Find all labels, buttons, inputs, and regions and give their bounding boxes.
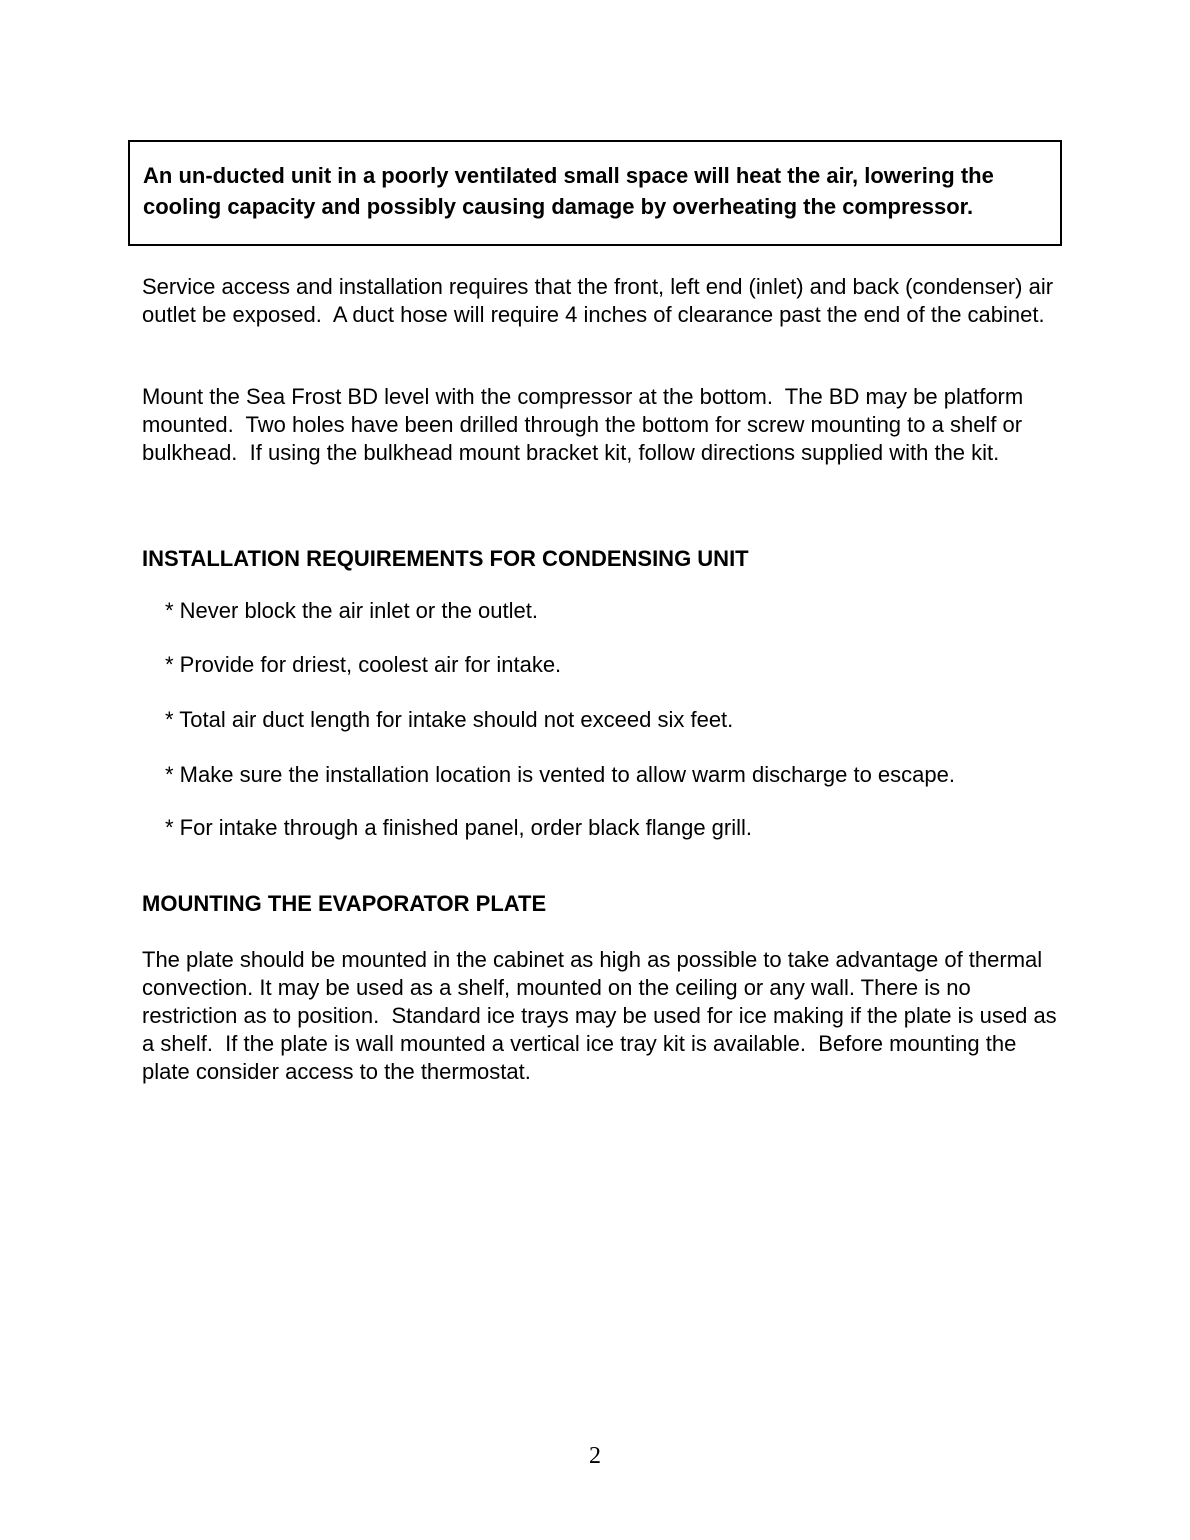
bullet-driest-coolest-air: * Provide for driest, coolest air for intake. [165, 652, 562, 677]
bullet-flange-grill: * For intake through a finished panel, order black flange grill. [165, 815, 753, 840]
bullet-duct-length: * Total air duct length for intake should not exceed six feet. [165, 707, 734, 732]
bullet-vented-location: * Make sure the installation location is vented to allow warm discharge to escape. [165, 762, 955, 787]
bullet-never-block: * Never block the air inlet or the outlet. [165, 598, 538, 623]
page-number: 2 [589, 1443, 601, 1469]
section-heading-installation-requirements: INSTALLATION REQUIREMENTS FOR CONDENSING UNIT [142, 546, 749, 571]
section-heading-mounting-evaporator: MOUNTING THE EVAPORATOR PLATE [142, 891, 547, 916]
paragraph-mounting-bd: Mount the Sea Frost BD level with the compressor at the bottom. The BD may be platform mounted. Two holes have been drilled through the bottom for screw mounting to a shelf or bulkhead. If using the bulkhead mount bracket kit, follow directions supplied with the kit. [142, 384, 1030, 465]
paragraph-service-access: Service access and installation requires that the front, left end (inlet) and back (condenser) air outlet be exposed. A duct hose will require 4 inches of clearance past the end of the cabinet. [142, 274, 1060, 327]
warning-notice-box [128, 140, 1062, 246]
paragraph-evaporator-plate: The plate should be mounted in the cabinet as high as possible to take advantage of thermal convection. It may be used as a shelf, mounted on the ceiling or any wall. There is no restriction as to position. Standard ice trays may be used for ice making if the plate is used as a shelf. If the plate is wall mounted a vertical ice tray kit is available. Before mounting the plate consider access to the thermostat. [142, 947, 1063, 1084]
warning-notice-text: An un-ducted unit in a poorly ventilated small space will heat the air, lowering the cooling capacity and possibly causing damage by overheating the compressor. [143, 163, 1000, 219]
